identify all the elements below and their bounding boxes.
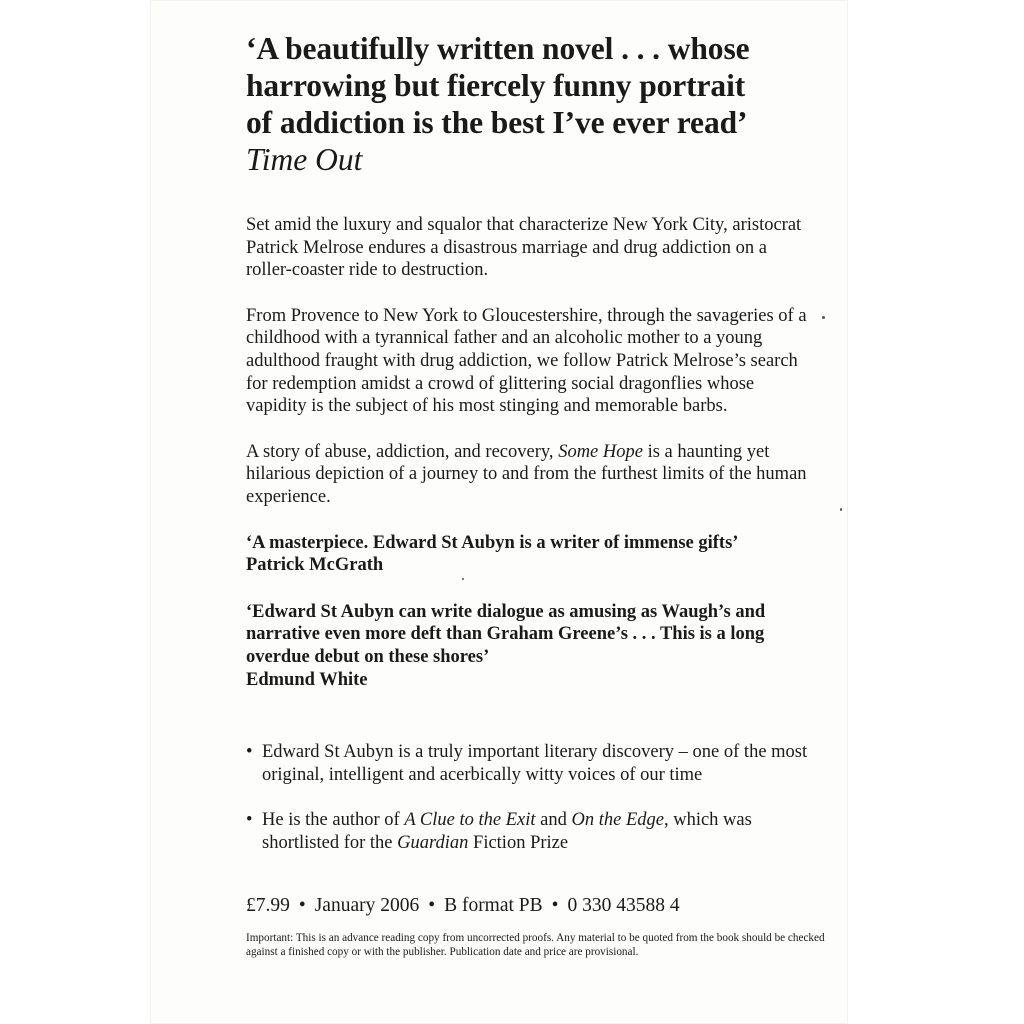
bullet-icon: • xyxy=(246,810,253,831)
selling-points xyxy=(246,741,816,854)
headline-line: of addiction is the best I’ve ever read’ xyxy=(246,105,748,140)
blurb-paragraph-3 xyxy=(246,441,816,509)
selling-point-text: and xyxy=(535,810,572,831)
selling-point xyxy=(246,809,816,854)
review-source: Patrick McGrath xyxy=(246,555,384,576)
publication-details xyxy=(246,894,816,918)
proof-notice: Important: This is an advance reading copy from uncorrected proofs. Any material to be quoted from the book should be checked against a finished copy or with the publisher. Publication date and price are provisional. xyxy=(246,932,825,958)
separator-dot: • xyxy=(298,895,306,917)
paper-speck xyxy=(822,316,825,319)
headline-line: harrowing but fiercely funny portrait xyxy=(246,68,746,103)
paper-speck xyxy=(840,508,842,511)
cover-text xyxy=(246,30,825,959)
headline-quote xyxy=(246,30,816,141)
selling-point-text: Edward St Aubyn is a truly important literary discovery – one of the most original, intelligent and acerbically witty voices of our time xyxy=(262,742,808,785)
publication-date: January 2006 xyxy=(314,895,420,917)
headline-line: ‘A beautifully written novel . . . whose xyxy=(246,31,750,66)
blurb-text: A story of abuse, addiction, and recovery, xyxy=(246,441,559,462)
separator-dot: • xyxy=(551,895,559,917)
selling-point xyxy=(246,741,816,786)
blurb-paragraph-1: Set amid the luxury and squalor that characterize New York City, aristocrat Patrick Melrose endures a disastrous marriage and drug addiction on a roller-coaster ride to destruction. xyxy=(246,215,802,281)
book-format: B format PB xyxy=(444,895,543,917)
selling-point-text: Fiction Prize xyxy=(468,832,569,853)
blurb-text: is a haunting yet hilarious depiction of a journey to and from the furthest limits of the human experience. xyxy=(246,441,807,507)
book-title: A Clue to the Exit xyxy=(404,810,536,831)
review-source: Edmund White xyxy=(246,669,368,690)
bullet-icon: • xyxy=(246,742,253,763)
selling-point-text: He is the author of xyxy=(262,810,405,831)
review-quote: ‘Edward St Aubyn can write dialogue as amusing as Waugh’s and narrative even more deft than Graham Greene’s . . . This is a long overdue debut on these shores’ xyxy=(246,601,766,667)
book-title: Some Hope xyxy=(558,441,643,462)
book-title: On the Edge xyxy=(571,810,664,831)
review-quote: ‘A masterpiece. Edward St Aubyn is a writer of immense gifts’ xyxy=(246,532,739,553)
isbn: 0 330 43588 4 xyxy=(567,895,680,917)
separator-dot: • xyxy=(428,895,436,917)
selling-point-text: , which was shortlisted for the xyxy=(262,810,752,853)
price: £7.99 xyxy=(246,895,290,917)
headline-source: Time Out xyxy=(246,142,363,177)
prize-name: Guardian xyxy=(397,832,469,853)
blurb-paragraph-2: From Provence to New York to Gloucestershire, through the savageries of a childhood with a tyrannical father and an alcoholic mother to a young adulthood fraught with drug addiction, we follow Patrick Melrose’s search for redemption amidst a crowd of glittering social dragonflies whose vapidity is the subject of his most stinging and memorable barbs. xyxy=(246,305,807,417)
